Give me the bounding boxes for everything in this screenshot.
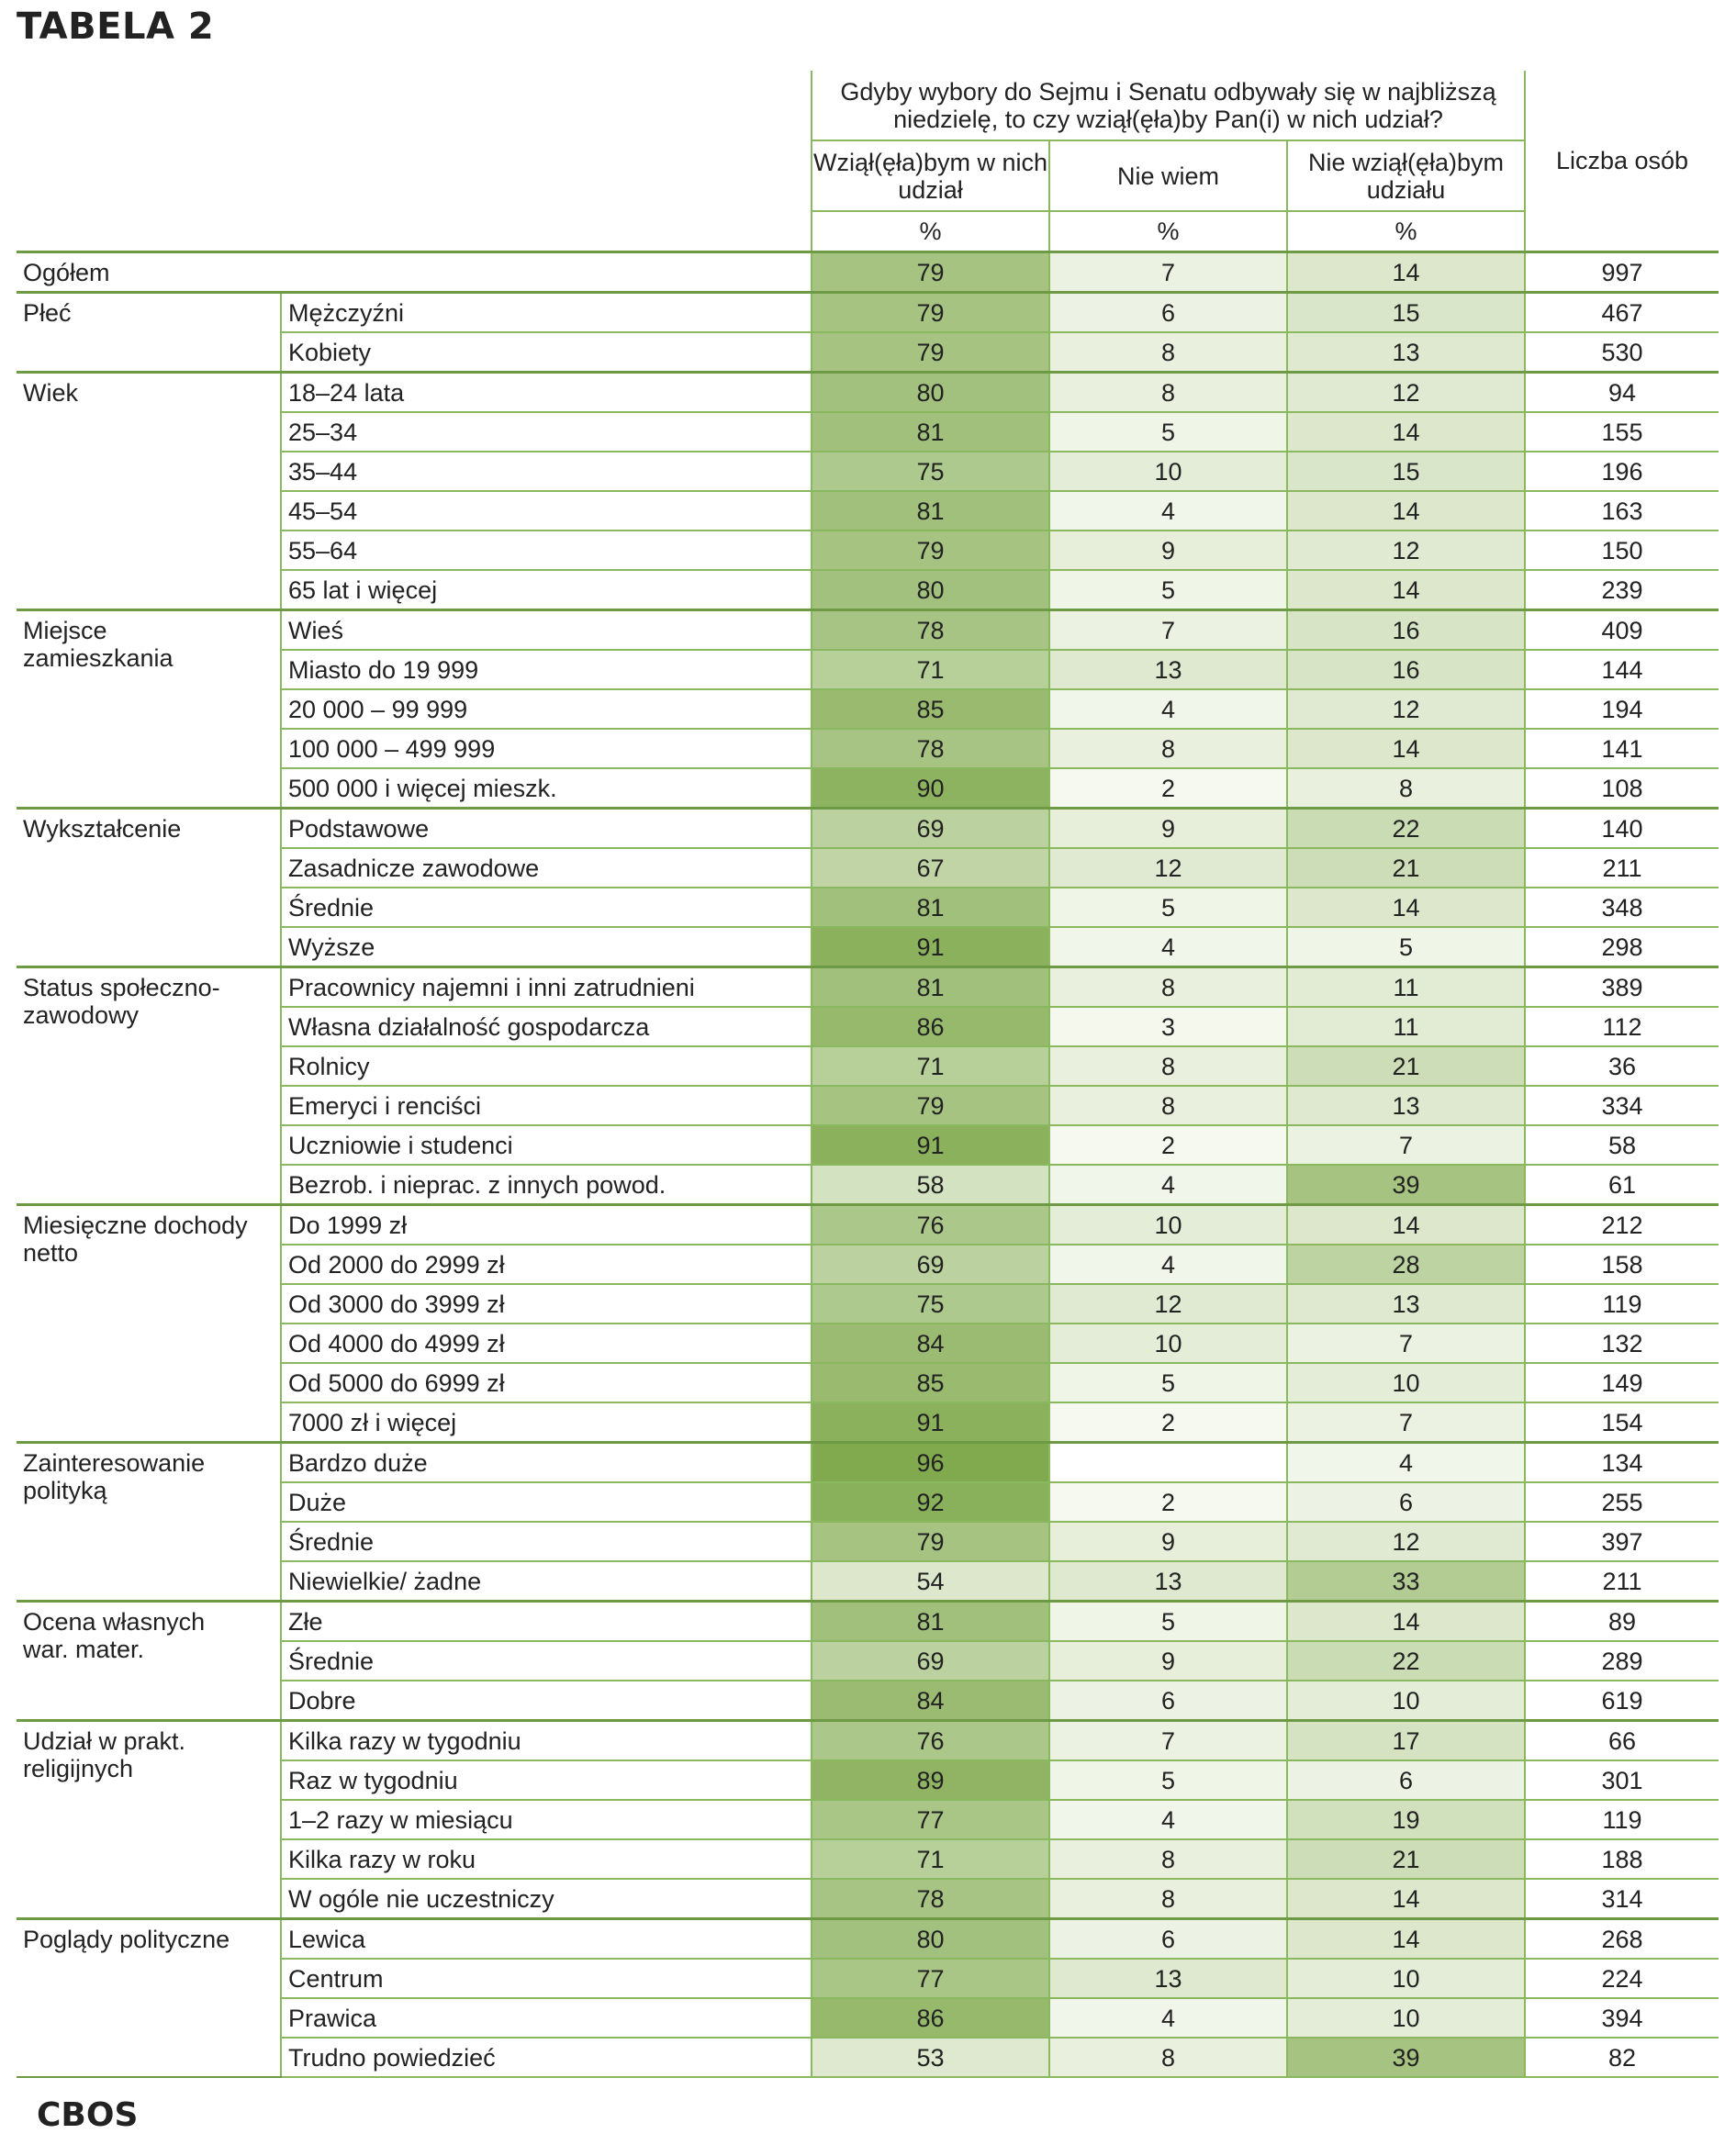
cell-count: 112 [1525, 1007, 1719, 1046]
cell-dont-know: 7 [1049, 252, 1287, 293]
cell-no: 7 [1287, 1125, 1525, 1165]
cell-dont-know [1049, 1443, 1287, 1483]
cell-no: 11 [1287, 967, 1525, 1008]
cell-dont-know: 4 [1049, 689, 1287, 729]
row-label: Średnie [281, 1641, 812, 1681]
cell-no: 13 [1287, 332, 1525, 373]
cell-yes: 71 [812, 1839, 1049, 1879]
row-label: 65 lat i więcej [281, 570, 812, 610]
cell-yes: 79 [812, 1086, 1049, 1125]
cell-count: 348 [1525, 888, 1719, 927]
cell-no: 12 [1287, 1522, 1525, 1561]
row-label: Od 3000 do 3999 zł [281, 1284, 812, 1324]
cell-count: 239 [1525, 570, 1719, 610]
cell-count: 389 [1525, 967, 1719, 1008]
cell-yes: 90 [812, 768, 1049, 809]
row-label: Miasto do 19 999 [281, 650, 812, 689]
row-label: Wyższe [281, 927, 812, 967]
cell-count: 89 [1525, 1602, 1719, 1642]
cell-yes: 78 [812, 1879, 1049, 1919]
cell-dont-know: 8 [1049, 1879, 1287, 1919]
cell-count: 397 [1525, 1522, 1719, 1561]
cell-no: 7 [1287, 1324, 1525, 1363]
cell-yes: 85 [812, 1363, 1049, 1402]
cell-yes: 79 [812, 1522, 1049, 1561]
header-row-question [17, 71, 1719, 140]
row-label: Centrum [281, 1959, 812, 1998]
cell-count: 66 [1525, 1721, 1719, 1761]
cell-no: 14 [1287, 412, 1525, 452]
row-label: W ogóle nie uczestniczy [281, 1879, 812, 1919]
group-label: Zainteresowanie polityką [17, 1443, 281, 1602]
cell-dont-know: 10 [1049, 1205, 1287, 1246]
cell-no: 7 [1287, 1402, 1525, 1443]
answer-yes-header: Wziął(ęła)bym w nich udział [812, 140, 1049, 211]
table-row [17, 1205, 1719, 1246]
cell-no: 5 [1287, 927, 1525, 967]
row-label: Bezrob. i nieprac. z innych powod. [281, 1165, 812, 1205]
cell-no: 10 [1287, 1681, 1525, 1721]
cell-dont-know: 6 [1049, 1919, 1287, 1960]
cell-no: 19 [1287, 1800, 1525, 1839]
cell-dont-know: 8 [1049, 1046, 1287, 1086]
table-row [17, 809, 1719, 849]
cell-no: 6 [1287, 1760, 1525, 1800]
cell-yes: 75 [812, 1284, 1049, 1324]
cell-yes: 84 [812, 1681, 1049, 1721]
cell-count: 108 [1525, 768, 1719, 809]
table-row [17, 1721, 1719, 1761]
cell-no: 22 [1287, 1641, 1525, 1681]
row-label: Od 5000 do 6999 zł [281, 1363, 812, 1402]
row-label: 25–34 [281, 412, 812, 452]
row-label: Dobre [281, 1681, 812, 1721]
cell-count: 144 [1525, 650, 1719, 689]
cell-no: 12 [1287, 531, 1525, 570]
cell-yes: 91 [812, 1125, 1049, 1165]
cell-count: 224 [1525, 1959, 1719, 1998]
row-label: 35–44 [281, 452, 812, 491]
cell-dont-know: 13 [1049, 1561, 1287, 1602]
cell-dont-know: 5 [1049, 1602, 1287, 1642]
row-label: Rolnicy [281, 1046, 812, 1086]
cell-no: 17 [1287, 1721, 1525, 1761]
unit-no: % [1287, 211, 1525, 252]
table-body [17, 71, 1719, 2077]
cell-no: 15 [1287, 293, 1525, 333]
cell-count: 619 [1525, 1681, 1719, 1721]
cell-count: 132 [1525, 1324, 1719, 1363]
cell-yes: 81 [812, 967, 1049, 1008]
cell-no: 21 [1287, 1839, 1525, 1879]
cell-dont-know: 5 [1049, 888, 1287, 927]
cell-dont-know: 12 [1049, 848, 1287, 888]
cell-no: 14 [1287, 1879, 1525, 1919]
cell-dont-know: 9 [1049, 1522, 1287, 1561]
cell-dont-know: 4 [1049, 1245, 1287, 1284]
cell-count: 467 [1525, 293, 1719, 333]
row-label: Średnie [281, 888, 812, 927]
row-label: Kilka razy w roku [281, 1839, 812, 1879]
cell-yes: 96 [812, 1443, 1049, 1483]
cell-yes: 58 [812, 1165, 1049, 1205]
cell-yes: 54 [812, 1561, 1049, 1602]
cell-no: 21 [1287, 1046, 1525, 1086]
cell-dont-know: 13 [1049, 1959, 1287, 1998]
row-label: 500 000 i więcej mieszk. [281, 768, 812, 809]
cell-yes: 89 [812, 1760, 1049, 1800]
cell-yes: 77 [812, 1800, 1049, 1839]
cell-yes: 91 [812, 927, 1049, 967]
row-label: Prawica [281, 1998, 812, 2038]
cell-yes: 80 [812, 570, 1049, 610]
cell-dont-know: 8 [1049, 2038, 1287, 2077]
cell-count: 149 [1525, 1363, 1719, 1402]
cell-no: 12 [1287, 689, 1525, 729]
table-row [17, 610, 1719, 651]
cell-yes: 84 [812, 1324, 1049, 1363]
cell-dont-know: 5 [1049, 570, 1287, 610]
cell-dont-know: 4 [1049, 927, 1287, 967]
cell-count: 36 [1525, 1046, 1719, 1086]
cell-count: 196 [1525, 452, 1719, 491]
row-label: Złe [281, 1602, 812, 1642]
total-label: Ogółem [17, 252, 812, 293]
cell-count: 141 [1525, 729, 1719, 768]
cell-count: 301 [1525, 1760, 1719, 1800]
cell-no: 14 [1287, 252, 1525, 293]
cell-yes: 78 [812, 729, 1049, 768]
row-label: 1–2 razy w miesiącu [281, 1800, 812, 1839]
cell-yes: 69 [812, 1641, 1049, 1681]
cell-dont-know: 10 [1049, 1324, 1287, 1363]
cell-count: 61 [1525, 1165, 1719, 1205]
group-label: Udział w prakt. religijnych [17, 1721, 281, 1919]
cell-yes: 91 [812, 1402, 1049, 1443]
cell-yes: 92 [812, 1482, 1049, 1522]
cell-dont-know: 12 [1049, 1284, 1287, 1324]
row-label: Duże [281, 1482, 812, 1522]
cell-no: 22 [1287, 809, 1525, 849]
group-label: Miesięczne dochody netto [17, 1205, 281, 1443]
cell-count: 140 [1525, 809, 1719, 849]
cell-dont-know: 10 [1049, 452, 1287, 491]
row-label: Zasadnicze zawodowe [281, 848, 812, 888]
cell-yes: 71 [812, 650, 1049, 689]
cell-dont-know: 4 [1049, 1800, 1287, 1839]
cell-dont-know: 8 [1049, 967, 1287, 1008]
row-label: Bardzo duże [281, 1443, 812, 1483]
cell-count: 211 [1525, 1561, 1719, 1602]
cell-dont-know: 5 [1049, 1363, 1287, 1402]
cell-dont-know: 8 [1049, 332, 1287, 373]
cell-yes: 79 [812, 293, 1049, 333]
row-label: Pracownicy najemni i inni zatrudnieni [281, 967, 812, 1008]
cell-dont-know: 2 [1049, 768, 1287, 809]
cell-dont-know: 7 [1049, 1721, 1287, 1761]
row-label: Lewica [281, 1919, 812, 1960]
count-header: Liczba osób [1525, 71, 1719, 252]
cell-yes: 80 [812, 373, 1049, 413]
cell-yes: 79 [812, 252, 1049, 293]
table-row [17, 1602, 1719, 1642]
cell-count: 997 [1525, 252, 1719, 293]
cell-count: 158 [1525, 1245, 1719, 1284]
cell-count: 194 [1525, 689, 1719, 729]
group-label: Miejsce zamieszkania [17, 610, 281, 809]
cell-dont-know: 4 [1049, 491, 1287, 531]
cell-count: 58 [1525, 1125, 1719, 1165]
group-label: Ocena własnych war. mater. [17, 1602, 281, 1721]
cell-yes: 76 [812, 1205, 1049, 1246]
cell-dont-know: 2 [1049, 1125, 1287, 1165]
cell-no: 14 [1287, 570, 1525, 610]
row-label: Kilka razy w tygodniu [281, 1721, 812, 1761]
cell-yes: 67 [812, 848, 1049, 888]
row-label: 45–54 [281, 491, 812, 531]
cell-no: 12 [1287, 373, 1525, 413]
cell-no: 13 [1287, 1284, 1525, 1324]
cell-dont-know: 13 [1049, 650, 1287, 689]
cell-no: 21 [1287, 848, 1525, 888]
cell-no: 39 [1287, 2038, 1525, 2077]
row-label: Do 1999 zł [281, 1205, 812, 1246]
row-label: 55–64 [281, 531, 812, 570]
cell-no: 28 [1287, 1245, 1525, 1284]
row-label: Uczniowie i studenci [281, 1125, 812, 1165]
table-row [17, 967, 1719, 1008]
cell-no: 4 [1287, 1443, 1525, 1483]
cell-no: 33 [1287, 1561, 1525, 1602]
cell-no: 6 [1287, 1482, 1525, 1522]
cell-dont-know: 8 [1049, 1839, 1287, 1879]
header-blank [17, 71, 812, 252]
cell-no: 16 [1287, 610, 1525, 651]
cell-count: 155 [1525, 412, 1719, 452]
cell-dont-know: 9 [1049, 1641, 1287, 1681]
row-label: Własna działalność gospodarcza [281, 1007, 812, 1046]
cell-no: 15 [1287, 452, 1525, 491]
cell-count: 154 [1525, 1402, 1719, 1443]
cell-count: 188 [1525, 1839, 1719, 1879]
group-label: Wykształcenie [17, 809, 281, 967]
cell-count: 82 [1525, 2038, 1719, 2077]
table-row-total [17, 252, 1719, 293]
cell-count: 298 [1525, 927, 1719, 967]
cell-count: 119 [1525, 1800, 1719, 1839]
row-label: Od 2000 do 2999 zł [281, 1245, 812, 1284]
cell-count: 268 [1525, 1919, 1719, 1960]
cell-no: 10 [1287, 1959, 1525, 1998]
group-label: Wiek [17, 373, 281, 610]
table-row [17, 1443, 1719, 1483]
cell-no: 14 [1287, 491, 1525, 531]
row-label: 100 000 – 499 999 [281, 729, 812, 768]
cell-dont-know: 9 [1049, 809, 1287, 849]
cell-dont-know: 2 [1049, 1482, 1287, 1522]
answer-dont-know-header: Nie wiem [1049, 140, 1287, 211]
cell-no: 14 [1287, 729, 1525, 768]
question-header: Gdyby wybory do Sejmu i Senatu odbywały się w najbliższą niedzielę, to czy wziął(ęła)by Pan(i) w nich udział? [812, 71, 1525, 140]
cell-no: 14 [1287, 1602, 1525, 1642]
cell-yes: 81 [812, 491, 1049, 531]
cell-yes: 79 [812, 531, 1049, 570]
cell-dont-know: 7 [1049, 610, 1287, 651]
cell-count: 289 [1525, 1641, 1719, 1681]
cell-yes: 85 [812, 689, 1049, 729]
answer-no-header: Nie wziął(ęła)bym udziału [1287, 140, 1525, 211]
cell-dont-know: 8 [1049, 1086, 1287, 1125]
cell-no: 10 [1287, 1363, 1525, 1402]
cell-no: 13 [1287, 1086, 1525, 1125]
cell-count: 119 [1525, 1284, 1719, 1324]
cell-yes: 81 [812, 888, 1049, 927]
cell-count: 134 [1525, 1443, 1719, 1483]
cell-dont-know: 3 [1049, 1007, 1287, 1046]
cell-no: 8 [1287, 768, 1525, 809]
cell-yes: 76 [812, 1721, 1049, 1761]
row-label: 7000 zł i więcej [281, 1402, 812, 1443]
cell-yes: 86 [812, 1998, 1049, 2038]
cell-count: 94 [1525, 373, 1719, 413]
table-title: TABELA 2 [17, 6, 215, 48]
table-row [17, 373, 1719, 413]
unit-dont-know: % [1049, 211, 1287, 252]
cell-no: 16 [1287, 650, 1525, 689]
source-logo: CBOS [37, 2096, 139, 2134]
cell-yes: 69 [812, 809, 1049, 849]
cell-count: 394 [1525, 1998, 1719, 2038]
group-label: Status społeczno- zawodowy [17, 967, 281, 1205]
cell-count: 211 [1525, 848, 1719, 888]
cell-no: 14 [1287, 1919, 1525, 1960]
cell-yes: 79 [812, 332, 1049, 373]
unit-yes: % [812, 211, 1049, 252]
table-row [17, 293, 1719, 333]
row-label: Raz w tygodniu [281, 1760, 812, 1800]
cell-count: 314 [1525, 1879, 1719, 1919]
cell-no: 14 [1287, 1205, 1525, 1246]
cell-dont-know: 8 [1049, 729, 1287, 768]
cell-no: 14 [1287, 888, 1525, 927]
cell-yes: 71 [812, 1046, 1049, 1086]
row-label: 20 000 – 99 999 [281, 689, 812, 729]
row-label: Podstawowe [281, 809, 812, 849]
row-label: 18–24 lata [281, 373, 812, 413]
cell-yes: 81 [812, 1602, 1049, 1642]
cell-dont-know: 5 [1049, 412, 1287, 452]
cell-yes: 77 [812, 1959, 1049, 1998]
cell-count: 255 [1525, 1482, 1719, 1522]
cell-yes: 78 [812, 610, 1049, 651]
cell-yes: 53 [812, 2038, 1049, 2077]
cell-count: 334 [1525, 1086, 1719, 1125]
group-label: Poglądy polityczne [17, 1919, 281, 2078]
cell-count: 163 [1525, 491, 1719, 531]
cell-dont-know: 9 [1049, 531, 1287, 570]
cell-yes: 80 [812, 1919, 1049, 1960]
cell-dont-know: 6 [1049, 1681, 1287, 1721]
row-label: Kobiety [281, 332, 812, 373]
cell-yes: 81 [812, 412, 1049, 452]
cell-yes: 86 [812, 1007, 1049, 1046]
cell-dont-know: 2 [1049, 1402, 1287, 1443]
cell-yes: 69 [812, 1245, 1049, 1284]
cell-dont-know: 8 [1049, 373, 1287, 413]
row-label: Emeryci i renciści [281, 1086, 812, 1125]
cell-no: 10 [1287, 1998, 1525, 2038]
row-label: Niewielkie/ żadne [281, 1561, 812, 1602]
row-label: Średnie [281, 1522, 812, 1561]
row-label: Mężczyźni [281, 293, 812, 333]
cell-count: 409 [1525, 610, 1719, 651]
cell-dont-know: 4 [1049, 1998, 1287, 2038]
cell-dont-know: 4 [1049, 1165, 1287, 1205]
group-label: Płeć [17, 293, 281, 373]
table-row [17, 1919, 1719, 1960]
cell-dont-know: 5 [1049, 1760, 1287, 1800]
row-label: Wieś [281, 610, 812, 651]
cell-no: 11 [1287, 1007, 1525, 1046]
results-table [17, 71, 1719, 2078]
row-label: Od 4000 do 4999 zł [281, 1324, 812, 1363]
cell-no: 39 [1287, 1165, 1525, 1205]
cell-count: 212 [1525, 1205, 1719, 1246]
cell-yes: 75 [812, 452, 1049, 491]
cell-count: 530 [1525, 332, 1719, 373]
cell-dont-know: 6 [1049, 293, 1287, 333]
cell-count: 150 [1525, 531, 1719, 570]
row-label: Trudno powiedzieć [281, 2038, 812, 2077]
